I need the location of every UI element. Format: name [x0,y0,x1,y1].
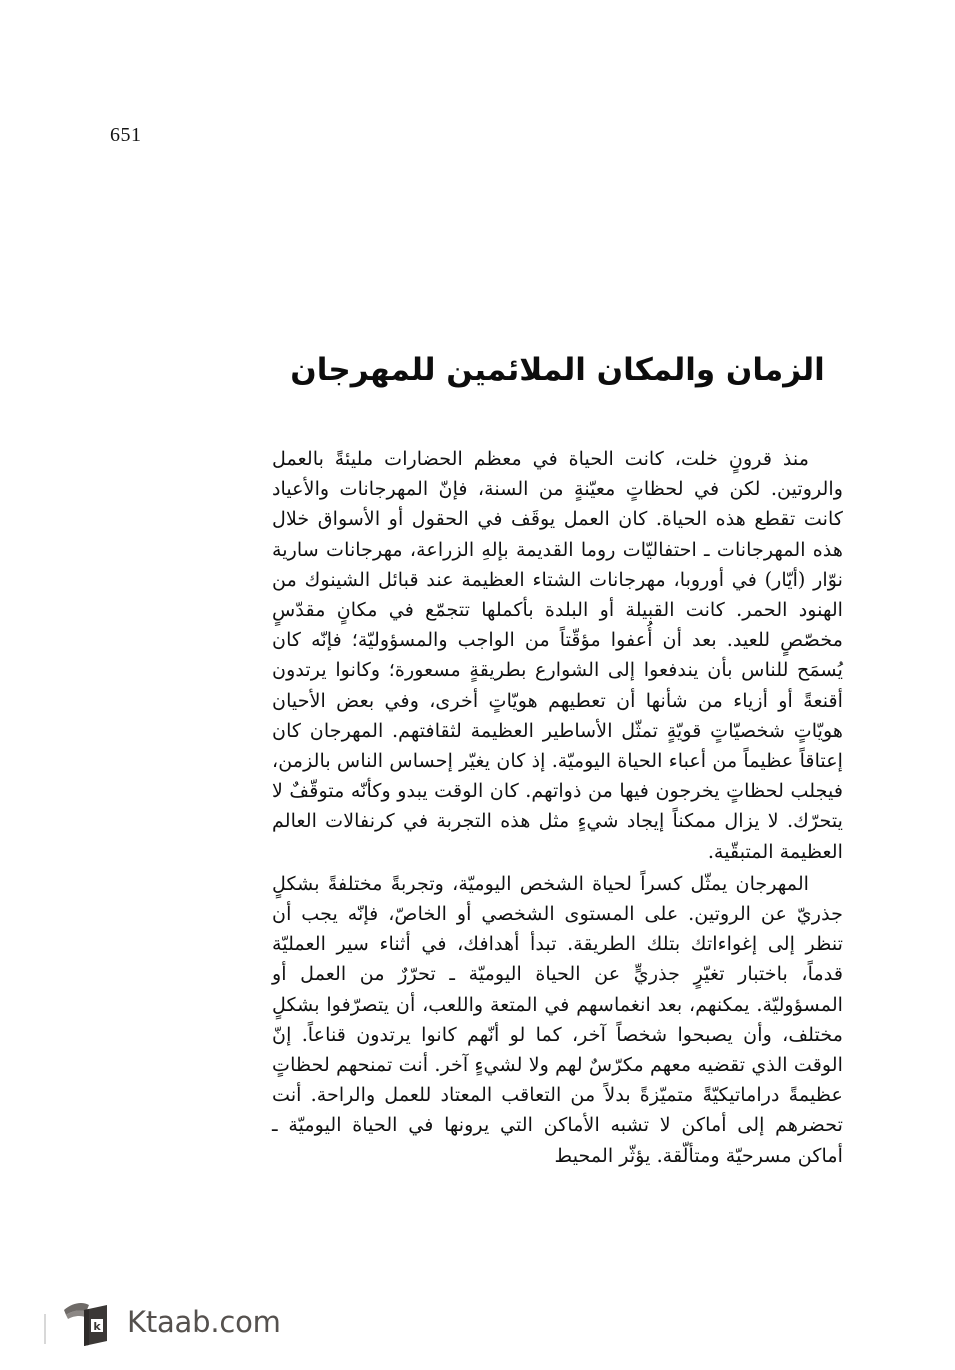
watermark-label: Ktaab.com [127,1304,281,1339]
body-text [272,444,843,1171]
paragraph: منذ قرونٍ خلت، كانت الحياة في معظم الحضارات مليئةً بالعمل والروتين. لكن في لحظاتٍ معيّنةٍ من السنة، فإنّ المهرجانات والأعياد كانت تقطع هذه الحياة. كان العمل يوقَف في الحقول أو الأسواق خلال هذه المهرجانات ـ احتفاليّات روما القديمة بإلهِ الزراعة، مهرجانات سارية نوّار (أيّار) في أوروبا، مهرجانات الشتاء العظيمة عند قبائل الشينوك من الهنود الحمر. كانت القبيلة أو البلدة بأكملها تتجمّع في مكانٍ مقدّسٍ مخصّصٍ للعيد. بعد أن أُعفوا مؤقّتاً من الواجب والمسؤوليّة؛ فإنّه كان يُسمَح للناس بأن يندفعوا إلى الشوارع بطريقةٍ مسعورة؛ وكانوا يرتدون أقنعةً أو أزياء من شأنها أن تعطيهم هويّاتٍ أخرى، وفي بعض الأحيان هويّاتٍ شخصيّاتٍ قويّةٍ تمثّل الأساطير العظيمة لثقافتهم. المهرجان كان إعتاقاً عظيماً من أعباء الحياة اليوميّة. إذ كان يغيّر إحساس الناس بالزمن، فيجلب لحظاتٍ يخرجون فيها من ذواتهم. كان الوقت يبدو وكأنّه متوقّفٌ لا يتحرّك. لا يزال ممكناً إيجاد شيءٍ مثل هذه التجربة في كرنفالات العالم العظيمة المتبقّية. [272,447,843,863]
paragraph: المهرجان يمثّل كسراً لحياة الشخص اليوميّة، وتجربةً مختلفةً بشكلٍ جذريّ عن الروتين. على المستوى الشخصي أو الخاصّ، فإنّه يجب أن تنظر إلى إغواءاتك بتلك الطريقة. تبدأ أهدافك، في أثناء سير العمليّة قدماً، باختبار تغيّرٍ جذريٍّ عن الحياة اليوميّة ـ تحرّرٌ من العمل أو المسؤوليّة. يمكنهم، بعد انغماسهم في المتعة واللعب، أن يتصرّفوا بشكلٍ مختلف، وأن يصبحوا شخصاً آخر، كما لو أنّهم كانوا يرتدون قناعاً. إنّ الوقت الذي تقضيه معهم مكرّسٌ لهم ولا لشيءٍ آخر. أنت تمنحهم لحظاتٍ عظيمةً دراماتيكيّةً متميّزةً بدلاً من التعاقب المعتاد للعمل والراحة. أنت تحضرهم إلى أماكن لا تشبه الأماكن التي يرونها في الحياة اليوميّة ـ أماكن مسرحيّة ومتألّقة. يؤثّر المحيط [272,871,843,1167]
scan-edge-artifact [44,1314,46,1344]
watermark [62,1296,281,1348]
page-number: 651 [110,124,142,146]
page-title: الزمان والمكان الملائمين للمهرجان [290,351,825,388]
svg-text:k: k [93,1320,101,1333]
book-icon [62,1296,116,1348]
